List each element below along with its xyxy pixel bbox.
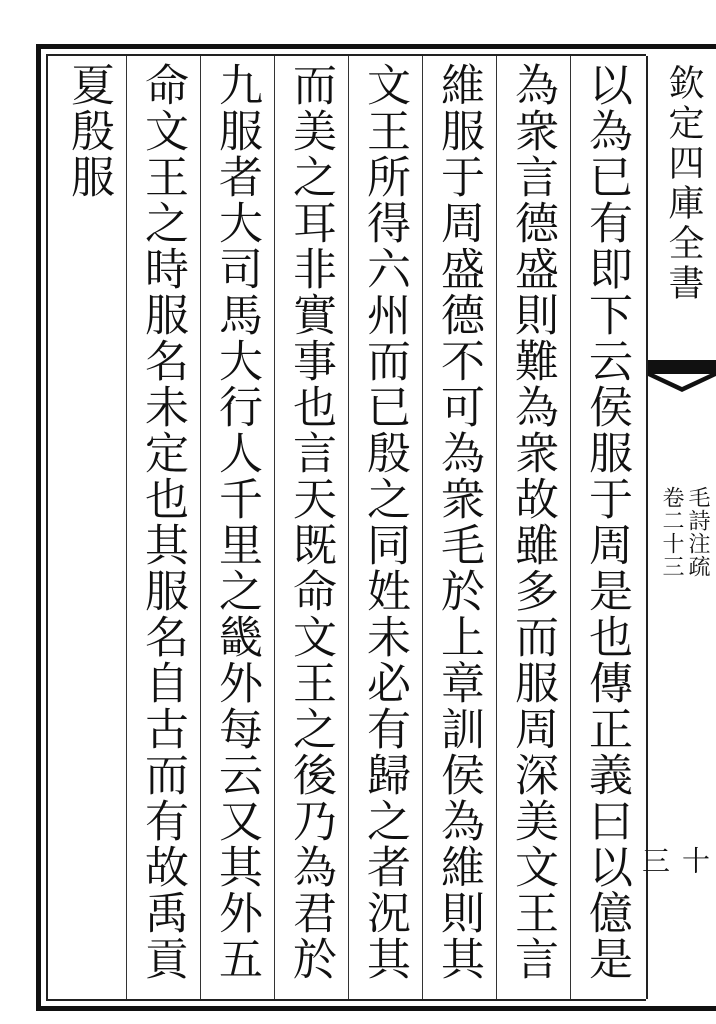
text-column-3 (423, 62, 493, 992)
frame-left-border (36, 44, 41, 1011)
column-text: 命文王之時服名未定也其服名自古而有故禹貢 (137, 62, 188, 982)
column-text: 維服于周盛德不可為衆毛於上章訓侯為維則其 (433, 62, 484, 982)
text-column-5 (275, 62, 345, 992)
text-column-6 (201, 62, 271, 992)
column-text: 而美之耳非實事也言天既命文王之後乃為君於 (285, 62, 336, 982)
text-column-1 (571, 62, 641, 992)
fishtail-mark-icon (648, 360, 716, 396)
collection-title: 欽定四庫全書 (663, 64, 704, 304)
frame-inner-left-border (46, 54, 48, 1001)
volume-number: 卷二十三 (659, 486, 684, 578)
column-text: 夏殷服 (63, 62, 114, 200)
column-text: 文王所得六州而已殷之同姓未必有歸之者況其 (359, 62, 410, 982)
text-column-8 (53, 62, 123, 992)
frame-bottom-border (36, 1006, 716, 1011)
book-title: 毛詩注疏 (685, 486, 710, 578)
frame-top-border (36, 44, 716, 49)
page-number: 十三 (638, 846, 711, 874)
column-text: 為衆言德盛則難為衆故雖多而服周深美文王言 (507, 62, 558, 982)
frame-inner-bottom-border (46, 999, 646, 1001)
text-column-4 (349, 62, 419, 992)
text-column-7 (127, 62, 197, 992)
text-column-2 (497, 62, 567, 992)
book-volume-label (654, 486, 712, 646)
page-margin-strip (638, 56, 716, 999)
column-text: 九服者大司馬大行人千里之畿外每云又其外五 (211, 62, 262, 982)
column-text: 以為已有即下云侯服于周是也傳正義曰以億是 (581, 62, 632, 982)
frame-inner-top-border (46, 54, 646, 56)
